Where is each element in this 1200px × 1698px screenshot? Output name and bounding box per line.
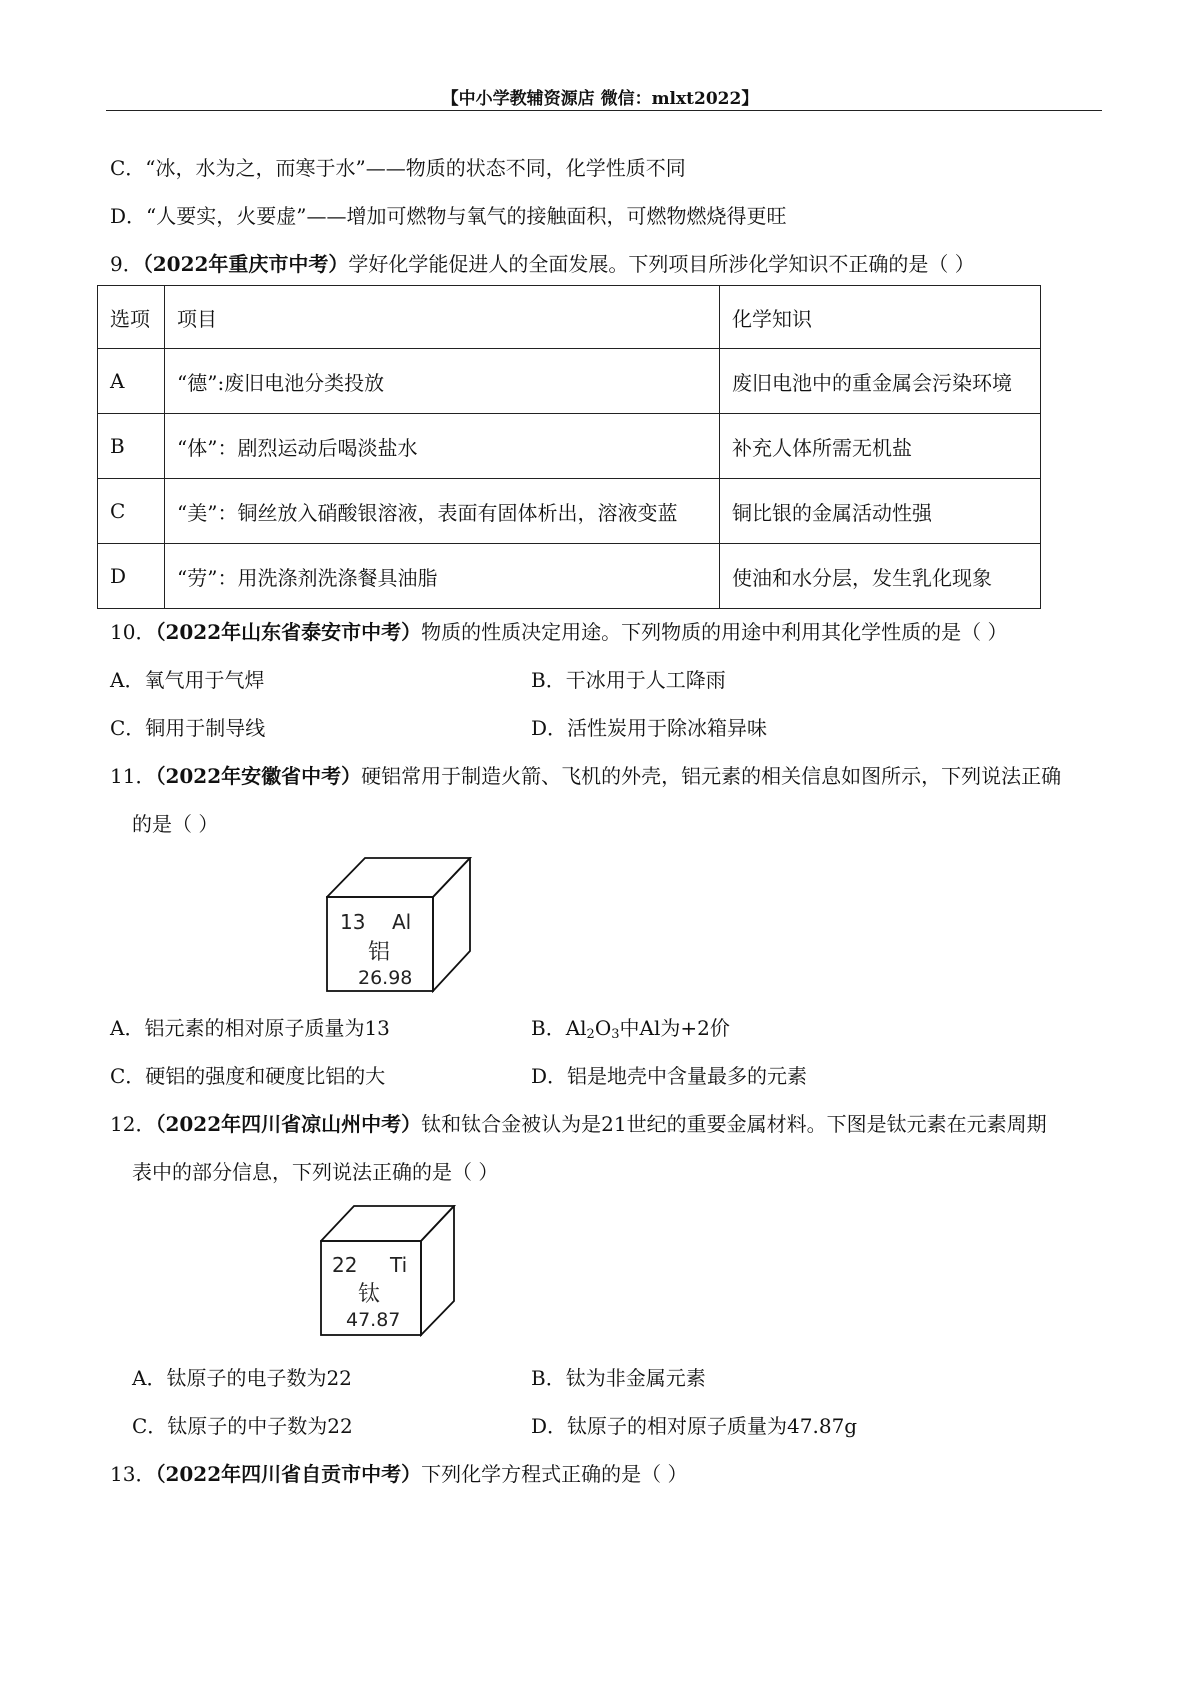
q12-text: 钛和钛合金被认为是21世纪的重要金属材料。下图是钛元素在元素周期 [421,1112,1047,1136]
q12-option-c: C．钛原子的中子数为22 [132,1414,353,1438]
element-atomic-mass: 47.87 [346,1309,401,1331]
q11-option-c: C．硬铝的强度和硬度比铝的大 [110,1064,386,1088]
q11-option-b [531,1015,730,1041]
element-atomic-number: 22 [332,1253,358,1277]
table-cell: “劳”：用洗涤剂洗涤餐具油脂 [165,544,720,609]
q11-stem [110,763,1061,789]
q8-option-d: D．“人要实，火要虚”——增加可燃物与氧气的接触面积，可燃物燃烧得更旺 [110,204,787,228]
q12-option-b: B．钛为非金属元素 [531,1366,706,1390]
q12-stem [110,1111,1047,1137]
q11-b-prefix: B．Al [531,1016,587,1040]
q12-source: （2022年四川省凉山州中考） [155,1112,422,1136]
cube-side-face [433,858,470,991]
q9-table [97,285,1041,609]
q9-stem [110,251,975,277]
q10-number: 10． [110,620,156,644]
q10-source: （2022年山东省泰安市中考） [155,620,422,644]
q9-number: 9． [110,252,143,276]
table-row [98,479,1041,544]
table-header-cell: 项目 [165,286,720,349]
q11-b-suffix: 中Al为+2价 [619,1016,730,1040]
q11-number: 11． [110,764,156,788]
q10-stem [110,619,1007,645]
q11-option-d: D．铝是地壳中含量最多的元素 [531,1064,808,1088]
q11-stem-continued: 的是（ ） [132,812,219,836]
q10-option-a: A．氧气用于气焊 [110,668,265,692]
table-cell: C [98,479,165,544]
q11-b-subscript-2: 3 [611,1027,620,1042]
q9-text: 学好化学能促进人的全面发展。下列项目所涉化学知识不正确的是（ ） [348,252,975,276]
table-cell: D [98,544,165,609]
cube-top-face [321,1206,454,1241]
q11-b-subscript-1: 2 [586,1027,595,1042]
q11-option-a: A．铝元素的相对原子质量为13 [110,1016,390,1040]
table-cell: 补充人体所需无机盐 [720,414,1041,479]
cube-top-face [327,858,470,897]
q9-source: （2022年重庆市中考） [142,252,349,276]
q11-text: 硬铝常用于制造火箭、飞机的外壳，铝元素的相关信息如图所示，下列说法正确 [361,764,1062,788]
table-header-cell: 选项 [98,286,165,349]
element-symbol: Ti [390,1253,408,1277]
q12-number: 12． [110,1112,156,1136]
element-atomic-mass: 26.98 [358,967,413,989]
table-cell: A [98,349,165,414]
q12-option-a: A．钛原子的电子数为22 [132,1366,352,1390]
q10-option-c: C．铜用于制导线 [110,716,266,740]
element-symbol: Al [392,910,412,934]
table-cell: 废旧电池中的重金属会污染环境 [720,349,1041,414]
table-cell: 铜比银的金属活动性强 [720,479,1041,544]
q13-stem [110,1461,687,1487]
table-row [98,544,1041,609]
cube-side-face [421,1206,454,1335]
q13-source: （2022年四川省自贡市中考） [155,1462,422,1486]
table-cell: “美”：铜丝放入硝酸银溶液，表面有固体析出，溶液变蓝 [165,479,720,544]
element-atomic-number: 13 [340,910,366,934]
header-rule [106,110,1102,111]
table-cell: “德”:废旧电池分类投放 [165,349,720,414]
q10-text: 物质的性质决定用途。下列物质的用途中利用其化学性质的是（ ） [421,620,1008,644]
q11-b-middle: O [594,1016,612,1040]
q13-text: 下列化学方程式正确的是（ ） [421,1462,688,1486]
table-header-cell: 化学知识 [720,286,1041,349]
q10-option-b: B．干冰用于人工降雨 [531,668,726,692]
q8-option-c: C．“冰，水为之，而寒于水”——物质的状态不同，化学性质不同 [110,156,686,180]
element-name: 钛 [358,1282,381,1307]
q13-number: 13． [110,1462,156,1486]
table-cell: B [98,414,165,479]
page-header: 【中小学教辅资源店 微信：mlxt2022】 [441,89,759,109]
q12-stem-continued: 表中的部分信息，下列说法正确的是（ ） [132,1160,499,1184]
titanium-element-figure [320,1205,456,1337]
table-row [98,414,1041,479]
q11-source: （2022年安徽省中考） [155,764,362,788]
table-header-row [98,286,1041,349]
table-cell: 使油和水分层，发生乳化现象 [720,544,1041,609]
table-cell: “体”：剧烈运动后喝淡盐水 [165,414,720,479]
aluminum-element-figure [326,857,472,993]
element-name: 铝 [368,940,391,965]
q12-option-d: D．钛原子的相对原子质量为47.87g [531,1414,858,1438]
table-row [98,349,1041,414]
q10-option-d: D．活性炭用于除冰箱异味 [531,716,768,740]
